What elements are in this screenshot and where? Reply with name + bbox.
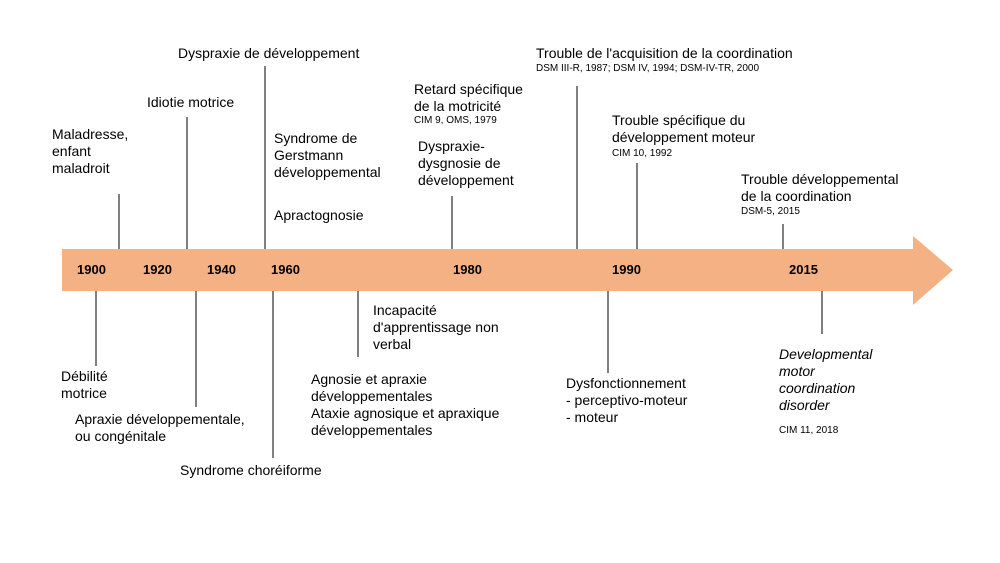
label-retard-specifique: Retard spécifique de la motricité — [414, 81, 523, 114]
year-label: 1960 — [271, 262, 300, 277]
label-gerstmann: Syndrome de Gerstmann développemental — [274, 130, 381, 180]
year-label: 1990 — [612, 262, 641, 277]
year-label: 1920 — [143, 262, 172, 277]
year-label: 2015 — [789, 262, 818, 277]
label-agnosie-apraxie: Agnosie et apraxie développementales Ataxie agnosique et apraxique développementales — [311, 371, 500, 438]
source-cim9: CIM 9, OMS, 1979 — [414, 115, 497, 126]
label-trouble-acquisition: Trouble de l'acquisition de la coordination — [536, 45, 793, 61]
label-trouble-specifique: Trouble spécifique du développement moteur — [612, 112, 756, 145]
label-dysfonctionnement: Dysfonctionnement - perceptivo-moteur - moteur — [566, 375, 688, 425]
source-cim10: CIM 10, 1992 — [612, 148, 673, 159]
label-debilite-motrice: Débilité motrice — [61, 368, 108, 401]
source-dsm5: DSM-5, 2015 — [741, 206, 800, 217]
year-label: 1980 — [453, 262, 482, 277]
label-trouble-developpemental: Trouble développemental de la coordination — [741, 171, 899, 204]
year-label: 1900 — [77, 262, 106, 277]
label-maladresse: Maladresse, enfant maladroit — [52, 126, 129, 176]
label-dyspraxie-dysgnosie: Dyspraxie- dysgnosie de développement — [418, 138, 514, 188]
label-dmcd: Developmental motor coordination disorder — [779, 346, 873, 413]
label-apractognosie: Apractognosie — [274, 207, 364, 223]
source-dsm: DSM III-R, 1987; DSM IV, 1994; DSM-IV-TR, 2000 — [536, 63, 760, 74]
label-incapacite: Incapacité d'apprentissage non verbal — [373, 302, 499, 352]
label-apraxie-developpementale: Apraxie développementale, ou congénitale — [75, 411, 245, 444]
label-syndrome-choreiforme: Syndrome choréiforme — [180, 462, 322, 478]
label-dyspraxie-developpement: Dyspraxie de développement — [178, 45, 360, 61]
year-label: 1940 — [207, 262, 236, 277]
source-cim11: CIM 11, 2018 — [779, 425, 839, 436]
label-idiotie-motrice: Idiotie motrice — [147, 94, 235, 110]
